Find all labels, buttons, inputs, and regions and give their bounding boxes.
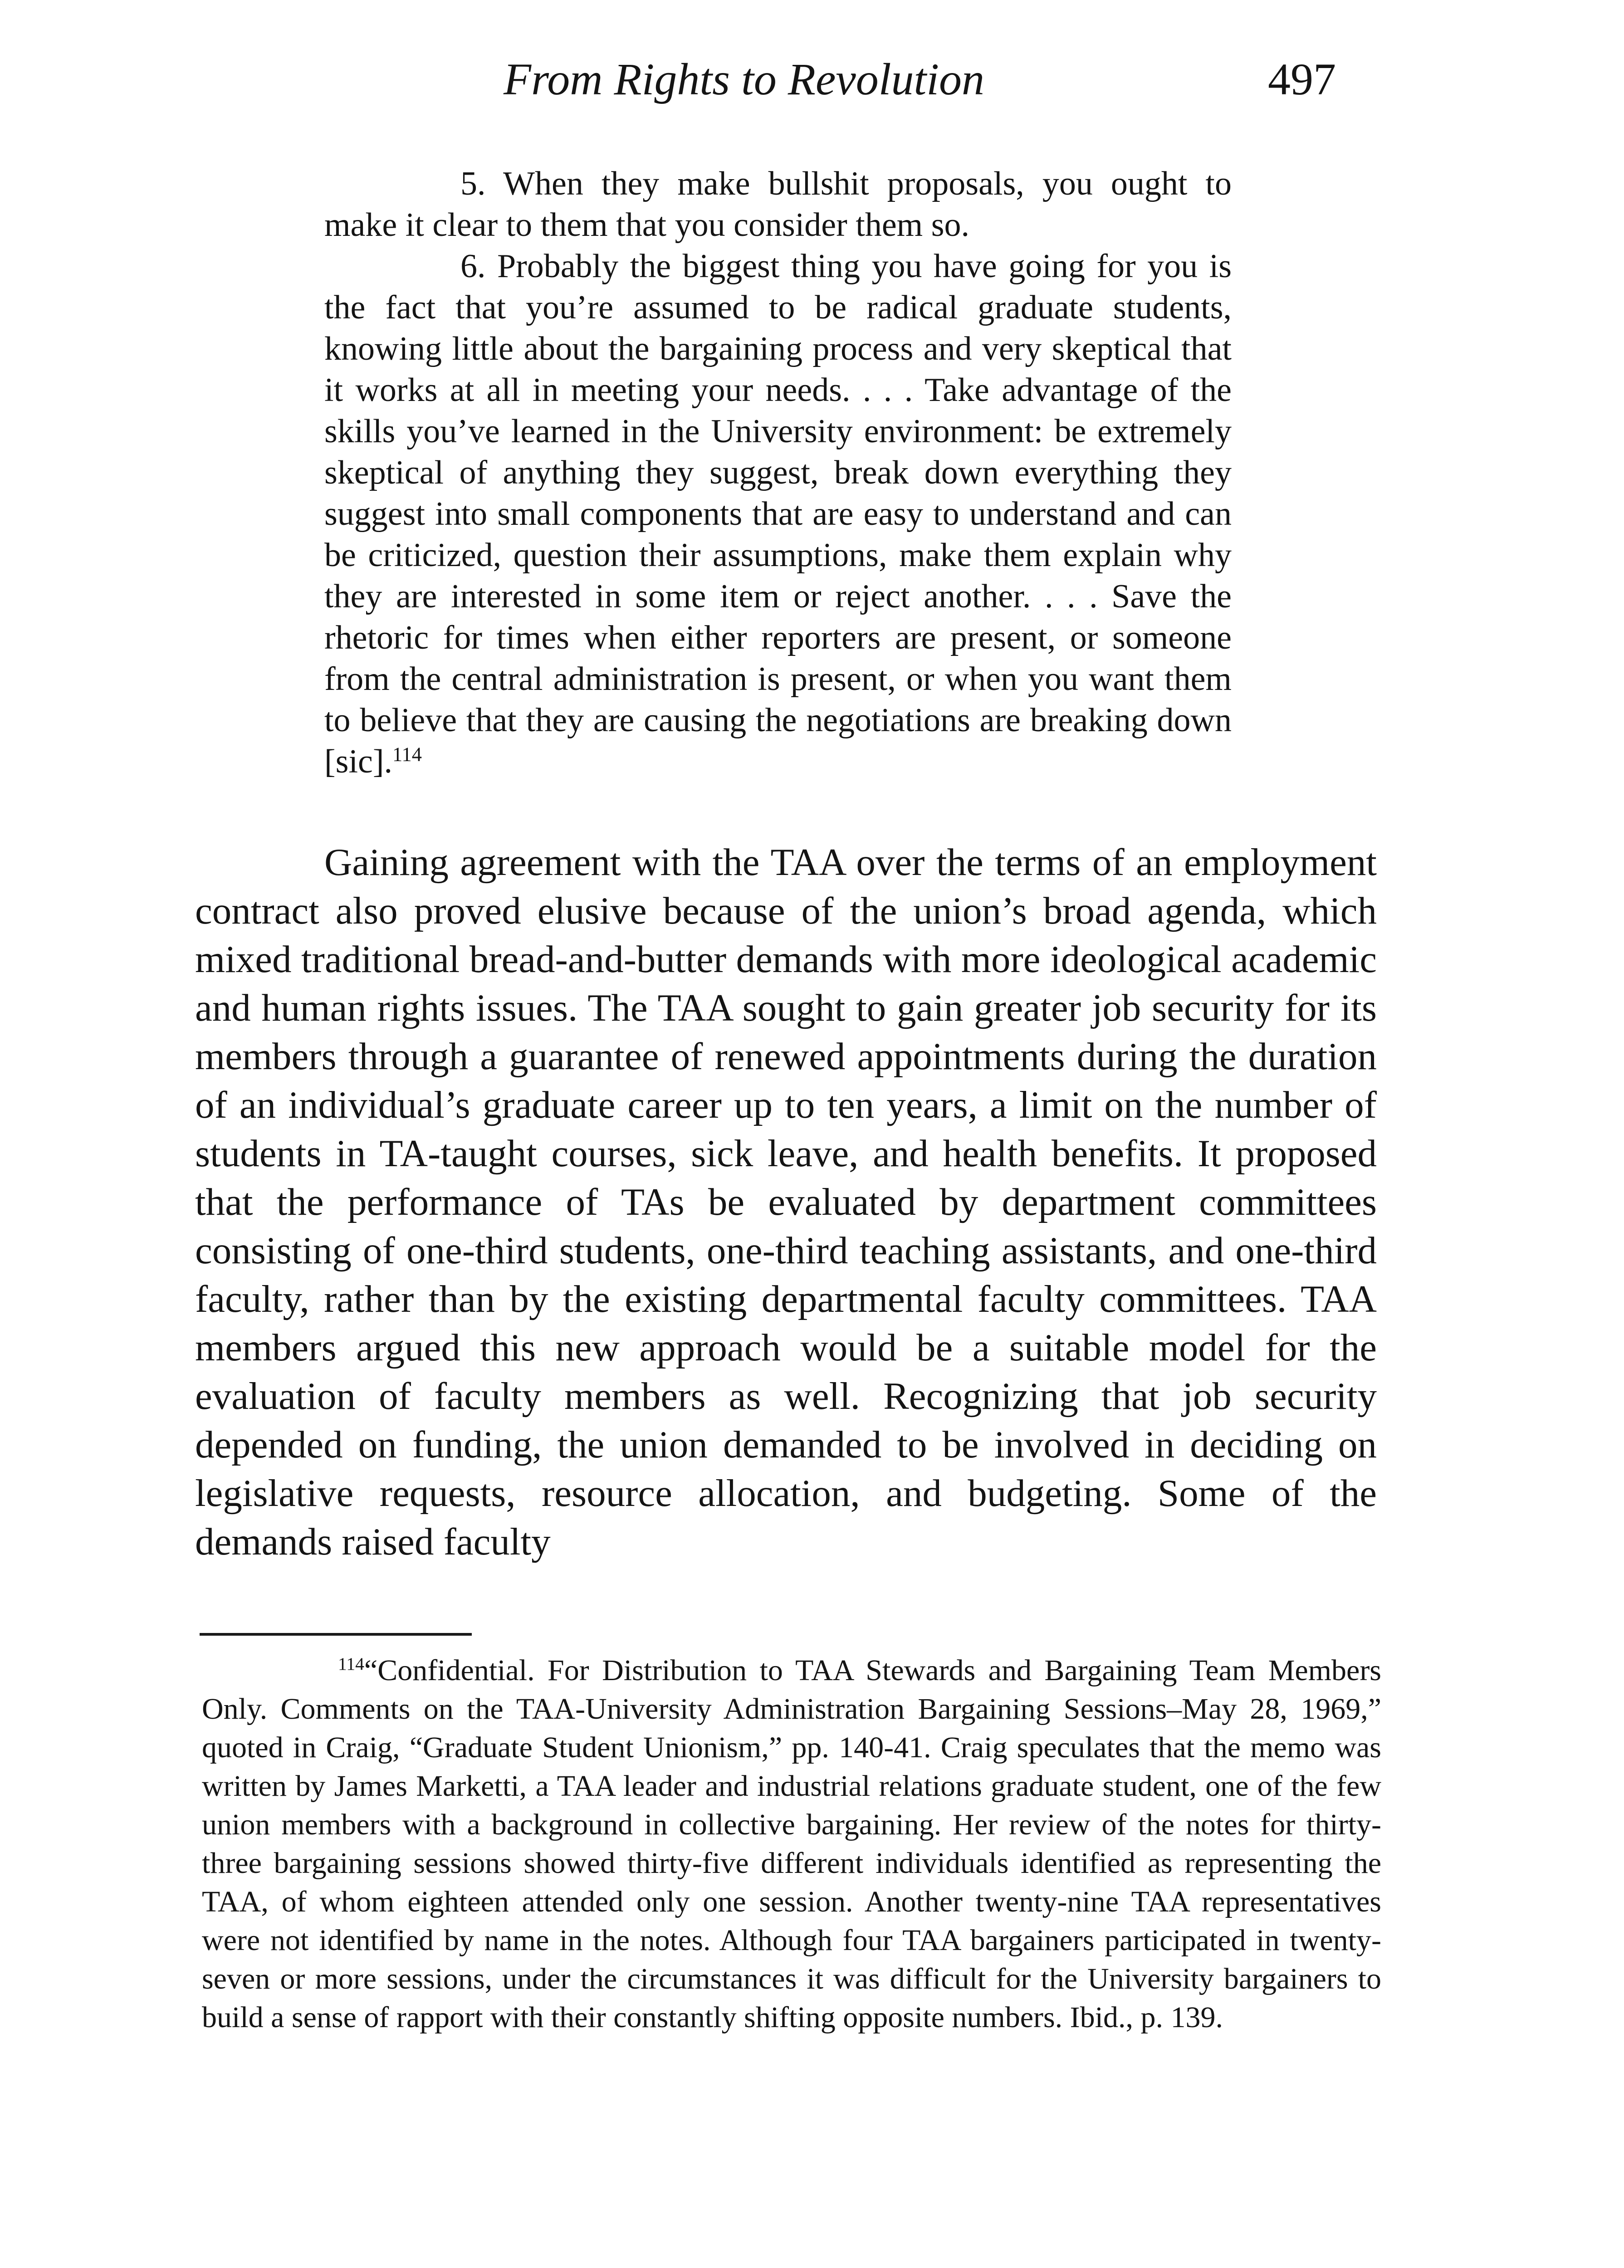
footnote xyxy=(202,1651,1381,2037)
footnote-text: “Confidential. For Distribution to TAA Stewards and Bargaining Team Members Only. Comments on the TAA-University Administration Bargaining Sessions–May 28, 1969,” quoted in Craig, “Graduate Student Unionism,” pp. 140-41. Craig speculates that the memo was written by James Marketti, a TAA leader and industrial relations graduate student, one of the few union members with a background in collective bargaining. Her review of the notes for thirty-three bargaining sessions showed thirty-five different individuals identified as representing the TAA, of whom eighteen attended only one session. Another twenty-nine TAA representatives were not identified by name in the notes. Although four TAA bargainers participated in twenty-seven or more sessions, under the circumstances it was difficult for the University bargainers to build a sense of rapport with their constantly shifting opposite numbers. Ibid., p. 139. xyxy=(202,1654,1381,2034)
footnote-reference: 114 xyxy=(392,743,422,766)
quote-item-5: 5. When they make bullshit proposals, you ought to make it clear to them that you consider them so. xyxy=(324,165,1232,244)
footnote-number: 114 xyxy=(338,1654,364,1674)
block-quote xyxy=(324,163,1232,782)
quote-item-6-text: 6. Probably the biggest thing you have going for you is the fact that you’re assumed to be radical graduate students, knowing little about the bargaining process and very skeptical that it works at all in meeting your needs. . . . Take advantage of the skills you’ve learned in the University environment: be extremely skeptical of anything they suggest, break down everything they suggest into small components that are easy to understand and can be criticized, question their assumptions, make them explain why they are interested in some item or reject another. . . . Save the rhetoric for times when either reporters are present, or someone from the central administration is present, or when you want them to believe that they are causing the negotiations are breaking down [sic]. xyxy=(324,248,1232,780)
body-text xyxy=(195,838,1377,1566)
quote-item-6 xyxy=(324,246,1232,782)
running-title: From Rights to Revolution xyxy=(504,54,985,104)
footnote-divider xyxy=(200,1633,472,1636)
body-paragraph: Gaining agreement with the TAA over the terms of an employment contract also proved elusive because of the union’s broad agenda, which mixed traditional bread-and-butter demands with more ideological academic and human rights issues. The TAA sought to gain greater job security for its members through a guarantee of renewed appointments during the duration of an individual’s graduate career up to ten years, a limit on the number of students in TA-taught courses, sick leave, and health benefits. It proposed that the performance of TAs be evaluated by department committees consisting of one-third students, one-third teaching assistants, and one-third faculty, rather than by the existing departmental faculty committees. TAA members argued this new approach would be a suitable model for the evaluation of faculty members as well. Recognizing that job security depended on funding, the union demanded to be involved in deciding on legislative requests, resource allocation, and budgeting. Some of the demands raised faculty xyxy=(195,841,1377,1563)
page-number: 497 xyxy=(1268,54,1336,104)
